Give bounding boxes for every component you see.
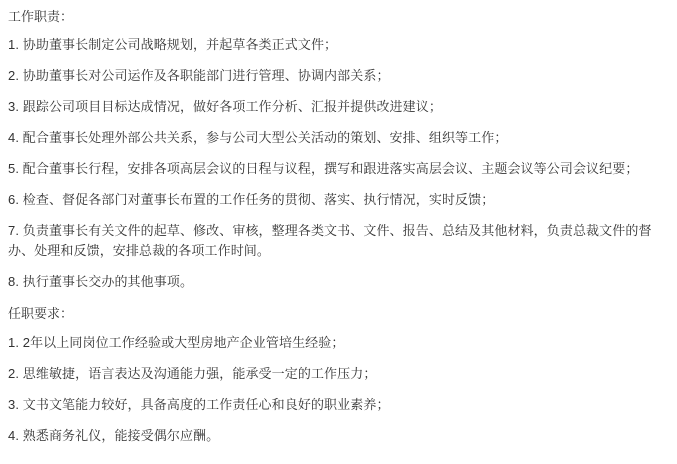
list-item: 7. 负责董事长有关文件的起草、修改、审核，整理各类文书、文件、报告、总结及其他材料，负责总裁文件的督办、处理和反馈，安排总裁的各项工作时间。 xyxy=(8,223,652,258)
responsibilities-section xyxy=(8,8,667,292)
list-item: 2. 协助董事长对公司运作及各职能部门进行管理、协调内部关系； xyxy=(8,68,390,83)
list-item: 5. 配合董事长行程，安排各项高层会议的日程与议程，撰写和跟进落实高层会议、主题会议等公司会议纪要； xyxy=(8,161,639,176)
list-item: 4. 配合董事长处理外部公共关系，参与公司大型公关活动的策划、安排、组织等工作； xyxy=(8,130,508,145)
list-item: 1. 协助董事长制定公司战略规划，并起草各类正式文件； xyxy=(8,37,338,52)
list-item: 6. 检查、督促各部门对董事长布置的工作任务的贯彻、落实、执行情况，实时反馈； xyxy=(8,192,495,207)
list-item: 2. 思维敏捷，语言表达及沟通能力强，能承受一定的工作压力； xyxy=(8,366,377,381)
list-item: 3. 文书文笔能力较好，具备高度的工作责任心和良好的职业素养； xyxy=(8,397,390,412)
requirements-section xyxy=(8,305,667,446)
responsibilities-heading: 工作职责： xyxy=(8,9,74,24)
list-item: 8. 执行董事长交办的其他事项。 xyxy=(8,274,194,289)
requirements-heading: 任职要求： xyxy=(8,306,74,321)
requirements-list xyxy=(8,333,667,446)
list-item: 1. 2年以上同岗位工作经验或大型房地产企业管培生经验； xyxy=(8,335,345,350)
list-item: 3. 跟踪公司项目目标达成情况，做好各项工作分析、汇报并提供改进建议； xyxy=(8,99,442,114)
responsibilities-list xyxy=(8,35,667,292)
list-item: 4. 熟悉商务礼仪，能接受偶尔应酬。 xyxy=(8,428,220,443)
